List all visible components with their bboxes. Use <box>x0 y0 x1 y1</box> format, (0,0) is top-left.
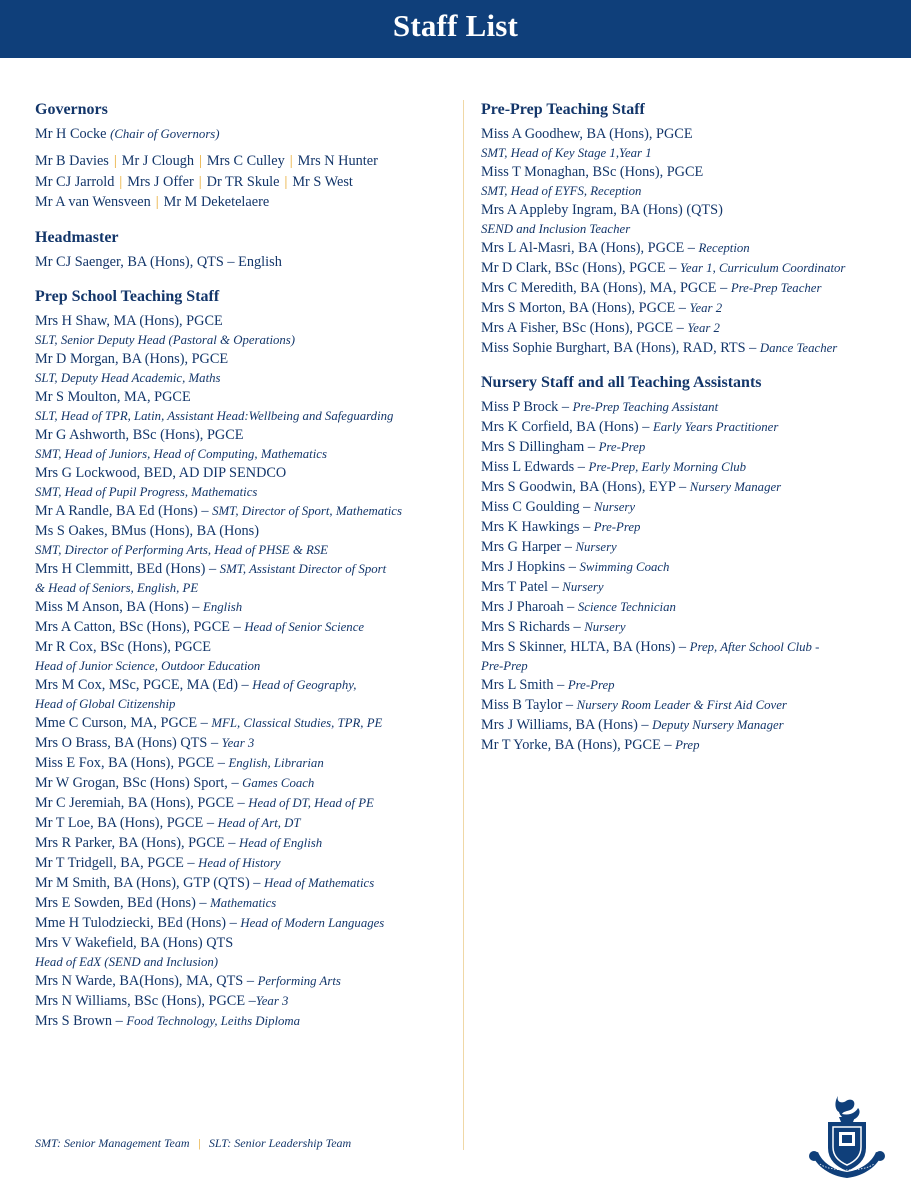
staff-entry <box>481 577 901 597</box>
staff-entry <box>35 597 460 617</box>
staff-role-detail: SMT, Head of Pupil Progress, Mathematics <box>35 484 258 499</box>
staff-entry <box>35 893 460 913</box>
staff-role-detail: Head of EdX (SEND and Inclusion) <box>35 954 219 969</box>
dash: – <box>233 794 249 811</box>
prep-staff-section <box>35 287 460 1031</box>
staff-role-detail: SLT, Head of TPR, Latin, Assistant Head:Wellbeing and Safeguarding <box>35 408 394 423</box>
staff-entry <box>35 675 460 695</box>
staff-role: Pre-Prep Teacher <box>730 281 822 295</box>
staff-name: Mr W Grogan, BSc (Hons) Sport, <box>35 774 228 791</box>
dash: – <box>203 814 218 831</box>
staff-name: Mrs J Williams, BA (Hons) <box>481 717 638 733</box>
staff-role-continued: Head of Global Citizenship <box>35 696 176 711</box>
staff-entry <box>35 853 460 873</box>
dash: – <box>249 874 265 891</box>
staff-role: English <box>203 599 243 614</box>
staff-entry <box>481 637 901 657</box>
staff-entry <box>481 675 901 695</box>
staff-name: Ms S Oakes, BMus (Hons), BA (Hons) <box>35 522 259 539</box>
staff-name: Mrs K Corfield, BA (Hons) <box>481 419 639 435</box>
staff-entry <box>481 338 901 358</box>
governors-heading: Governors <box>35 101 108 118</box>
staff-name: Miss L Edwards <box>481 459 575 475</box>
preprep-staff-heading: Pre-Prep Teaching Staff <box>481 101 645 118</box>
staff-entry <box>481 597 901 617</box>
staff-role: Nursery <box>562 580 604 594</box>
staff-entry <box>481 318 901 338</box>
dash: – <box>684 240 699 256</box>
staff-name: Mrs S Goodwin, BA (Hons), EYP <box>481 479 676 495</box>
staff-role-continued: & Head of Seniors, English, PE <box>35 580 199 595</box>
staff-name: Mrs O Brass, BA (Hons) QTS <box>35 734 208 751</box>
staff-name: Mrs K Hawkings <box>481 519 580 535</box>
staff-role: Games Coach <box>242 775 315 790</box>
staff-entry <box>481 298 901 318</box>
staff-entry <box>481 517 901 537</box>
staff-entry <box>481 124 901 144</box>
prep-staff-list <box>35 311 460 1031</box>
dash: – <box>562 697 577 713</box>
staff-role-detail: SLT, Senior Deputy Head (Pastoral & Operations) <box>35 332 296 347</box>
footer-separator: | <box>197 1136 201 1150</box>
staff-entry <box>35 793 460 813</box>
staff-role: Head of Art, DT <box>217 815 301 830</box>
staff-role: Pre-Prep Teaching Assistant <box>572 400 719 414</box>
staff-entry <box>35 349 460 369</box>
chair-name: Mr H Cocke <box>35 126 107 142</box>
footer-slt: SLT: Senior Leadership Team <box>208 1136 352 1150</box>
dash: – <box>675 300 690 316</box>
staff-role-detail: SEND and Inclusion Teacher <box>481 222 631 236</box>
staff-entry <box>481 497 901 517</box>
staff-entry <box>35 813 460 833</box>
staff-role: Nursery Manager <box>689 480 782 494</box>
staff-name: Mrs S Skinner, HLTA, BA (Hons) <box>481 639 676 655</box>
column-divider <box>463 100 464 1150</box>
dash: – <box>716 280 731 296</box>
title-banner <box>0 0 911 58</box>
staff-entry <box>481 258 901 278</box>
staff-role: Reception <box>698 241 750 255</box>
staff-entry <box>35 991 460 1011</box>
staff-entry <box>481 537 901 557</box>
staff-role: Swimming Coach <box>579 560 670 574</box>
dash: – <box>563 599 578 615</box>
dash: – <box>675 479 690 495</box>
staff-role: Mathematics <box>210 895 277 910</box>
governor-name: Mrs J Offer <box>127 173 194 190</box>
staff-entry <box>35 873 460 893</box>
separator: | <box>289 153 293 169</box>
staff-entry <box>481 278 901 298</box>
staff-name: Mr C Jeremiah, BA (Hons), PGCE <box>35 794 234 811</box>
dash: – <box>245 992 256 1009</box>
staff-entry <box>35 425 460 445</box>
dash: – <box>638 419 653 435</box>
staff-entry <box>35 1011 460 1031</box>
staff-entry <box>35 637 460 657</box>
dash: – <box>548 579 563 595</box>
governor-name: Mr M Deketelaere <box>163 194 270 210</box>
staff-entry <box>481 715 901 735</box>
staff-name: Mrs A Fisher, BSc (Hons), PGCE <box>481 320 674 336</box>
dash: – <box>205 560 220 577</box>
staff-entry <box>481 477 901 497</box>
staff-role: Nursery <box>593 500 636 514</box>
preprep-staff-list <box>481 124 901 358</box>
governors-list <box>35 151 460 213</box>
dash: – <box>207 734 222 751</box>
dash: – <box>675 639 690 655</box>
staff-name: Mme H Tulodziecki, BEd (Hons) <box>35 914 227 931</box>
dash: – <box>237 676 253 693</box>
separator: | <box>119 173 123 190</box>
staff-name: Mr T Tridgell, BA, PGCE <box>35 854 184 871</box>
staff-name: Mrs V Wakefield, BA (Hons) QTS <box>35 934 234 951</box>
staff-entry <box>35 733 460 753</box>
dash: – <box>660 737 676 753</box>
staff-role: Year 3 <box>255 993 289 1008</box>
dash: – <box>745 340 760 356</box>
footer-smt: SMT: Senior Management Team <box>35 1136 190 1150</box>
staff-entry <box>35 713 460 733</box>
dash: – <box>224 834 239 851</box>
governor-name: Mrs C Culley <box>206 153 285 169</box>
separator: | <box>199 153 202 169</box>
staff-role: Prep <box>675 738 700 752</box>
governors-row <box>35 192 460 213</box>
staff-name: Mrs S Morton, BA (Hons), PGCE <box>481 300 676 316</box>
staff-name: Miss C Goulding <box>481 499 580 515</box>
staff-name: Miss E Fox, BA (Hons), PGCE <box>35 754 215 771</box>
staff-name: Mrs R Parker, BA (Hons), PGCE <box>35 834 225 851</box>
staff-name: Mr T Loe, BA (Hons), PGCE <box>35 814 204 831</box>
staff-name: Mrs T Patel <box>481 579 548 595</box>
staff-name: Mrs N Warde, BA(Hons), MA, QTS <box>35 972 244 989</box>
staff-entry <box>35 933 460 953</box>
staff-entry <box>481 238 901 258</box>
staff-name: Mrs H Clemmitt, BEd (Hons) <box>35 560 206 577</box>
staff-name: Mr R Cox, BSc (Hons), PGCE <box>35 638 211 655</box>
staff-role: Deputy Nursery Manager <box>652 718 784 732</box>
dash: – <box>574 459 589 475</box>
staff-role: Head of DT, Head of PE <box>248 795 374 810</box>
staff-name: Miss Sophie Burghart, BA (Hons), RAD, RTS <box>481 340 746 356</box>
staff-name: Miss T Monaghan, BSc (Hons), PGCE <box>481 164 704 180</box>
staff-entry <box>481 617 901 637</box>
dash: – <box>665 260 680 276</box>
staff-role-detail: Head of Junior Science, Outdoor Education <box>35 658 261 673</box>
staff-name: Mr D Clark, BSc (Hons), PGCE <box>481 260 666 276</box>
staff-entry <box>35 833 460 853</box>
staff-entry <box>481 417 901 437</box>
dash: – <box>569 619 585 635</box>
staff-role: English, Librarian <box>228 755 324 770</box>
separator: | <box>113 153 117 169</box>
staff-name: Mrs J Hopkins <box>481 559 566 575</box>
staff-role-detail: SLT, Deputy Head Academic, Maths <box>35 370 221 385</box>
staff-role: Head of English <box>238 835 323 850</box>
staff-role: Year 3 <box>221 735 255 750</box>
staff-name: Mrs H Shaw, MA (Hons), PGCE <box>35 312 223 329</box>
staff-entry <box>481 457 901 477</box>
staff-entry <box>35 559 460 579</box>
separator: | <box>284 173 288 190</box>
dash: – <box>673 320 688 336</box>
staff-role-detail: SMT, Head of EYFS, Reception <box>481 184 642 198</box>
dash: – <box>243 972 258 989</box>
staff-role: SMT, Director of Sport, Mathematics <box>212 503 402 518</box>
staff-role: Year 2 <box>687 321 720 335</box>
staff-name: Mrs C Meredith, BA (Hons), MA, PGCE <box>481 280 717 296</box>
staff-role-detail: SMT, Head of Key Stage 1,Year 1 <box>481 146 652 160</box>
staff-name: Mrs M Cox, MSc, PGCE, MA (Ed) <box>35 676 238 693</box>
staff-name: Miss A Goodhew, BA (Hons), PGCE <box>481 126 693 142</box>
staff-entry <box>35 463 460 483</box>
staff-name: Mrs G Lockwood, BED, AD DIP SENDCO <box>35 464 287 481</box>
staff-entry <box>481 397 901 417</box>
staff-entry <box>35 913 460 933</box>
footer-abbreviations <box>35 1136 351 1151</box>
dash: – <box>197 502 213 519</box>
dash: – <box>214 754 229 771</box>
staff-role: Pre-Prep <box>598 440 646 454</box>
staff-name: Mrs A Appleby Ingram, BA (Hons) (QTS) <box>481 202 723 218</box>
headmaster-section <box>35 228 460 272</box>
staff-name: Mr M Smith, BA (Hons), GTP (QTS) <box>35 874 250 891</box>
staff-role: MFL, Classical Studies, TPR, PE <box>211 715 383 730</box>
staff-entry <box>35 617 460 637</box>
nursery-staff-heading: Nursery Staff and all Teaching Assistants <box>481 374 762 391</box>
staff-name: Mrs A Catton, BSc (Hons), PGCE <box>35 618 231 635</box>
staff-name: Mrs N Williams, BSc (Hons), PGCE <box>35 992 246 1009</box>
staff-role: Early Years Practitioner <box>652 420 779 434</box>
staff-name: Mrs L Smith <box>481 677 554 693</box>
chair-role: (Chair of Governors) <box>110 127 220 141</box>
staff-role: Head of Mathematics <box>264 875 375 890</box>
governor-name: Mr A van Wensveen <box>35 194 151 210</box>
staff-entry <box>35 773 460 793</box>
staff-name: Mrs G Harper <box>481 539 562 555</box>
staff-entry <box>35 753 460 773</box>
staff-name: Miss P Brock <box>481 399 559 415</box>
staff-role: SMT, Assistant Director of Sport <box>219 561 387 576</box>
staff-role: Performing Arts <box>257 973 341 988</box>
staff-role: Dance Teacher <box>759 341 838 355</box>
staff-entry <box>35 521 460 541</box>
staff-role: Pre-Prep <box>593 520 641 534</box>
staff-name: Mrs S Richards <box>481 619 570 635</box>
dash: – <box>579 499 594 515</box>
staff-name: Mrs S Dillingham <box>481 439 585 455</box>
staff-role-continued: Pre-Prep <box>481 659 528 673</box>
dash: – <box>553 677 568 693</box>
governors-section <box>35 100 460 213</box>
dash: – <box>637 717 653 733</box>
governor-name: Mr J Clough <box>121 153 195 169</box>
staff-role: Pre-Prep <box>567 678 615 692</box>
staff-role: Head of Modern Languages <box>240 915 385 930</box>
staff-role: Head of Senior Science <box>244 619 365 634</box>
staff-name: Mme C Curson, MA, PGCE <box>35 714 198 731</box>
governor-name: Mr CJ Jarrold <box>35 173 115 190</box>
governors-row <box>35 172 460 193</box>
staff-name: Mr T Yorke, BA (Hons), PGCE <box>481 737 661 753</box>
nursery-staff-list <box>481 397 901 755</box>
governors-row <box>35 151 460 172</box>
prep-staff-heading: Prep School Teaching Staff <box>35 287 220 305</box>
dash: – <box>230 618 245 635</box>
staff-role: Nursery <box>584 620 626 634</box>
dash: – <box>197 714 212 731</box>
separator: | <box>198 173 202 190</box>
staff-name: Miss M Anson, BA (Hons) <box>35 598 189 615</box>
dash: – <box>226 914 241 931</box>
dash: – <box>584 439 599 455</box>
staff-name: Mr S Moulton, MA, PGCE <box>35 388 191 405</box>
dash: – <box>112 1012 127 1029</box>
staff-role: Head of Geography, <box>252 677 357 692</box>
staff-role-detail: SMT, Head of Juniors, Head of Computing, Mathematics <box>35 446 327 461</box>
dash: – <box>579 519 594 535</box>
page-title: Staff List <box>392 8 519 43</box>
staff-role: Food Technology, Leiths Diploma <box>126 1013 301 1028</box>
staff-name: Miss B Taylor <box>481 697 563 713</box>
school-crest-icon <box>806 1092 888 1182</box>
staff-name: Mrs J Pharoah <box>481 599 564 615</box>
staff-role: Head of History <box>198 855 281 870</box>
staff-role: Prep, After School Club - <box>689 640 820 654</box>
staff-entry <box>481 695 901 715</box>
staff-role: Nursery <box>575 540 617 554</box>
staff-entry <box>35 311 460 331</box>
staff-role: Pre-Prep, Early Morning Club <box>588 460 747 474</box>
nursery-staff-section <box>481 373 901 755</box>
staff-name: Mr D Morgan, BA (Hons), PGCE <box>35 350 229 367</box>
left-column <box>35 100 460 1046</box>
dash: – <box>558 399 573 415</box>
governor-name: Mrs N Hunter <box>297 153 378 169</box>
staff-name: Mr A Randle, BA Ed (Hons) <box>35 502 198 519</box>
dash: – <box>188 598 204 615</box>
dash: – <box>561 539 576 555</box>
staff-name: Mrs L Al-Masri, BA (Hons), PGCE <box>481 240 685 256</box>
dash: – <box>183 854 199 871</box>
staff-role: Year 1, Curriculum Coordinator <box>679 261 846 275</box>
staff-entry <box>481 162 901 182</box>
staff-entry <box>35 501 460 521</box>
right-column <box>481 100 901 770</box>
staff-role-detail: SMT, Director of Performing Arts, Head of PHSE & RSE <box>35 542 329 557</box>
governor-name: Mr B Davies <box>35 153 109 169</box>
preprep-staff-section <box>481 100 901 358</box>
chair-of-governors <box>35 124 460 144</box>
governor-name: Dr TR Skule <box>206 173 280 190</box>
headmaster-line: Mr CJ Saenger, BA (Hons), QTS – English <box>35 253 282 270</box>
staff-role: Nursery Room Leader & First Aid Cover <box>576 698 787 712</box>
staff-entry <box>35 971 460 991</box>
staff-entry <box>481 557 901 577</box>
staff-entry <box>481 735 901 755</box>
staff-name: Mr G Ashworth, BSc (Hons), PGCE <box>35 426 244 443</box>
separator: | <box>155 194 159 210</box>
staff-name: Mrs E Sowden, BEd (Hons) <box>35 894 196 911</box>
dash: – <box>195 894 211 911</box>
staff-name: Mrs S Brown <box>35 1012 113 1029</box>
staff-role: Year 2 <box>689 301 723 315</box>
headmaster-heading: Headmaster <box>35 228 119 246</box>
staff-entry <box>481 200 901 220</box>
staff-entry <box>481 437 901 457</box>
staff-role: Science Technician <box>577 600 676 614</box>
dash: – <box>565 559 580 575</box>
dash: – <box>227 774 243 791</box>
governor-name: Mr S West <box>292 173 353 190</box>
staff-entry <box>35 387 460 407</box>
